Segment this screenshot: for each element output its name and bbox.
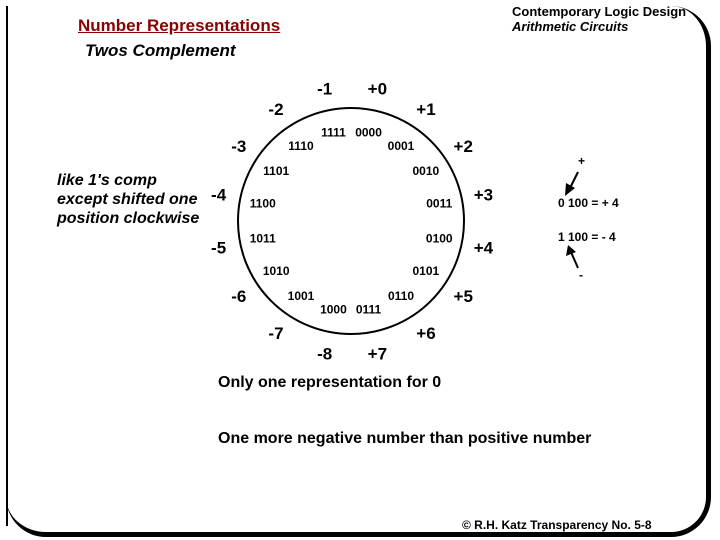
slide-subtitle: Twos Complement [85,41,236,60]
wheel-code-0000: 0000 [355,125,382,140]
equation-negative: 1 100 = - 4 [558,230,616,244]
plus-sign: + [578,154,586,168]
side-note: like 1's comp except shifted one position clockwise [57,172,200,227]
wheel-value-minus2: -2 [268,99,284,119]
wheel-circle [238,108,464,334]
wheel-code-1000: 1000 [320,302,347,317]
wheel-value-plus0: +0 [367,79,388,99]
wheel-value-plus7: +7 [367,344,388,364]
minus-sign: - [579,268,583,282]
wheel-code-1111: 1111 [321,125,346,140]
wheel-value-minus5: -5 [211,238,227,258]
course-name: Contemporary Logic Design [512,4,687,19]
wheel-value-plus5: +5 [453,287,473,307]
wheel-code-0011: 0011 [426,196,453,211]
wheel-value-minus6: -6 [231,287,247,307]
wheel-value-minus4: -4 [211,185,227,205]
wheel-code-1001: 1001 [287,288,315,303]
wheel-code-1100: 1100 [249,196,276,211]
wheel-code-1110: 1110 [288,139,314,154]
wheel-value-minus1: -1 [317,79,333,99]
wheel-value-plus3: +3 [473,185,494,205]
wheel-code-0001: 0001 [387,139,415,154]
wheel-code-1010: 1010 [262,264,290,279]
wheel-code-0101: 0101 [412,264,440,279]
wheel-code-0100: 0100 [425,231,453,246]
wheel-value-plus4: +4 [473,238,494,258]
equation-positive: 0 100 = + 4 [558,196,619,210]
slide-title: Number Representations [78,16,281,35]
plus-arrowhead [565,183,575,196]
bullet-extra-negative: One more negative number than positive number [218,430,592,447]
wheel-code-1011: 1011 [249,231,276,246]
wheel-code-0010: 0010 [412,163,440,178]
wheel-value-plus2: +2 [453,136,473,156]
wheel-value-minus3: -3 [231,136,247,156]
footer-credit: © R.H. Katz Transparency No. 5-8 [462,518,652,532]
wheel-code-0110: 0110 [387,288,415,303]
wheel-code-0111: 0111 [355,302,382,317]
wheel-code-1101: 1101 [263,163,290,178]
bullet-one-zero: Only one representation for 0 [218,374,442,391]
wheel-value-minus8: -8 [317,344,333,364]
course-topic: Arithmetic Circuits [512,19,629,34]
wheel-value-plus1: +1 [416,99,436,119]
minus-arrow-line [571,252,578,268]
wheel-value-minus7: -7 [268,324,284,344]
wheel-value-plus6: +6 [416,324,436,344]
